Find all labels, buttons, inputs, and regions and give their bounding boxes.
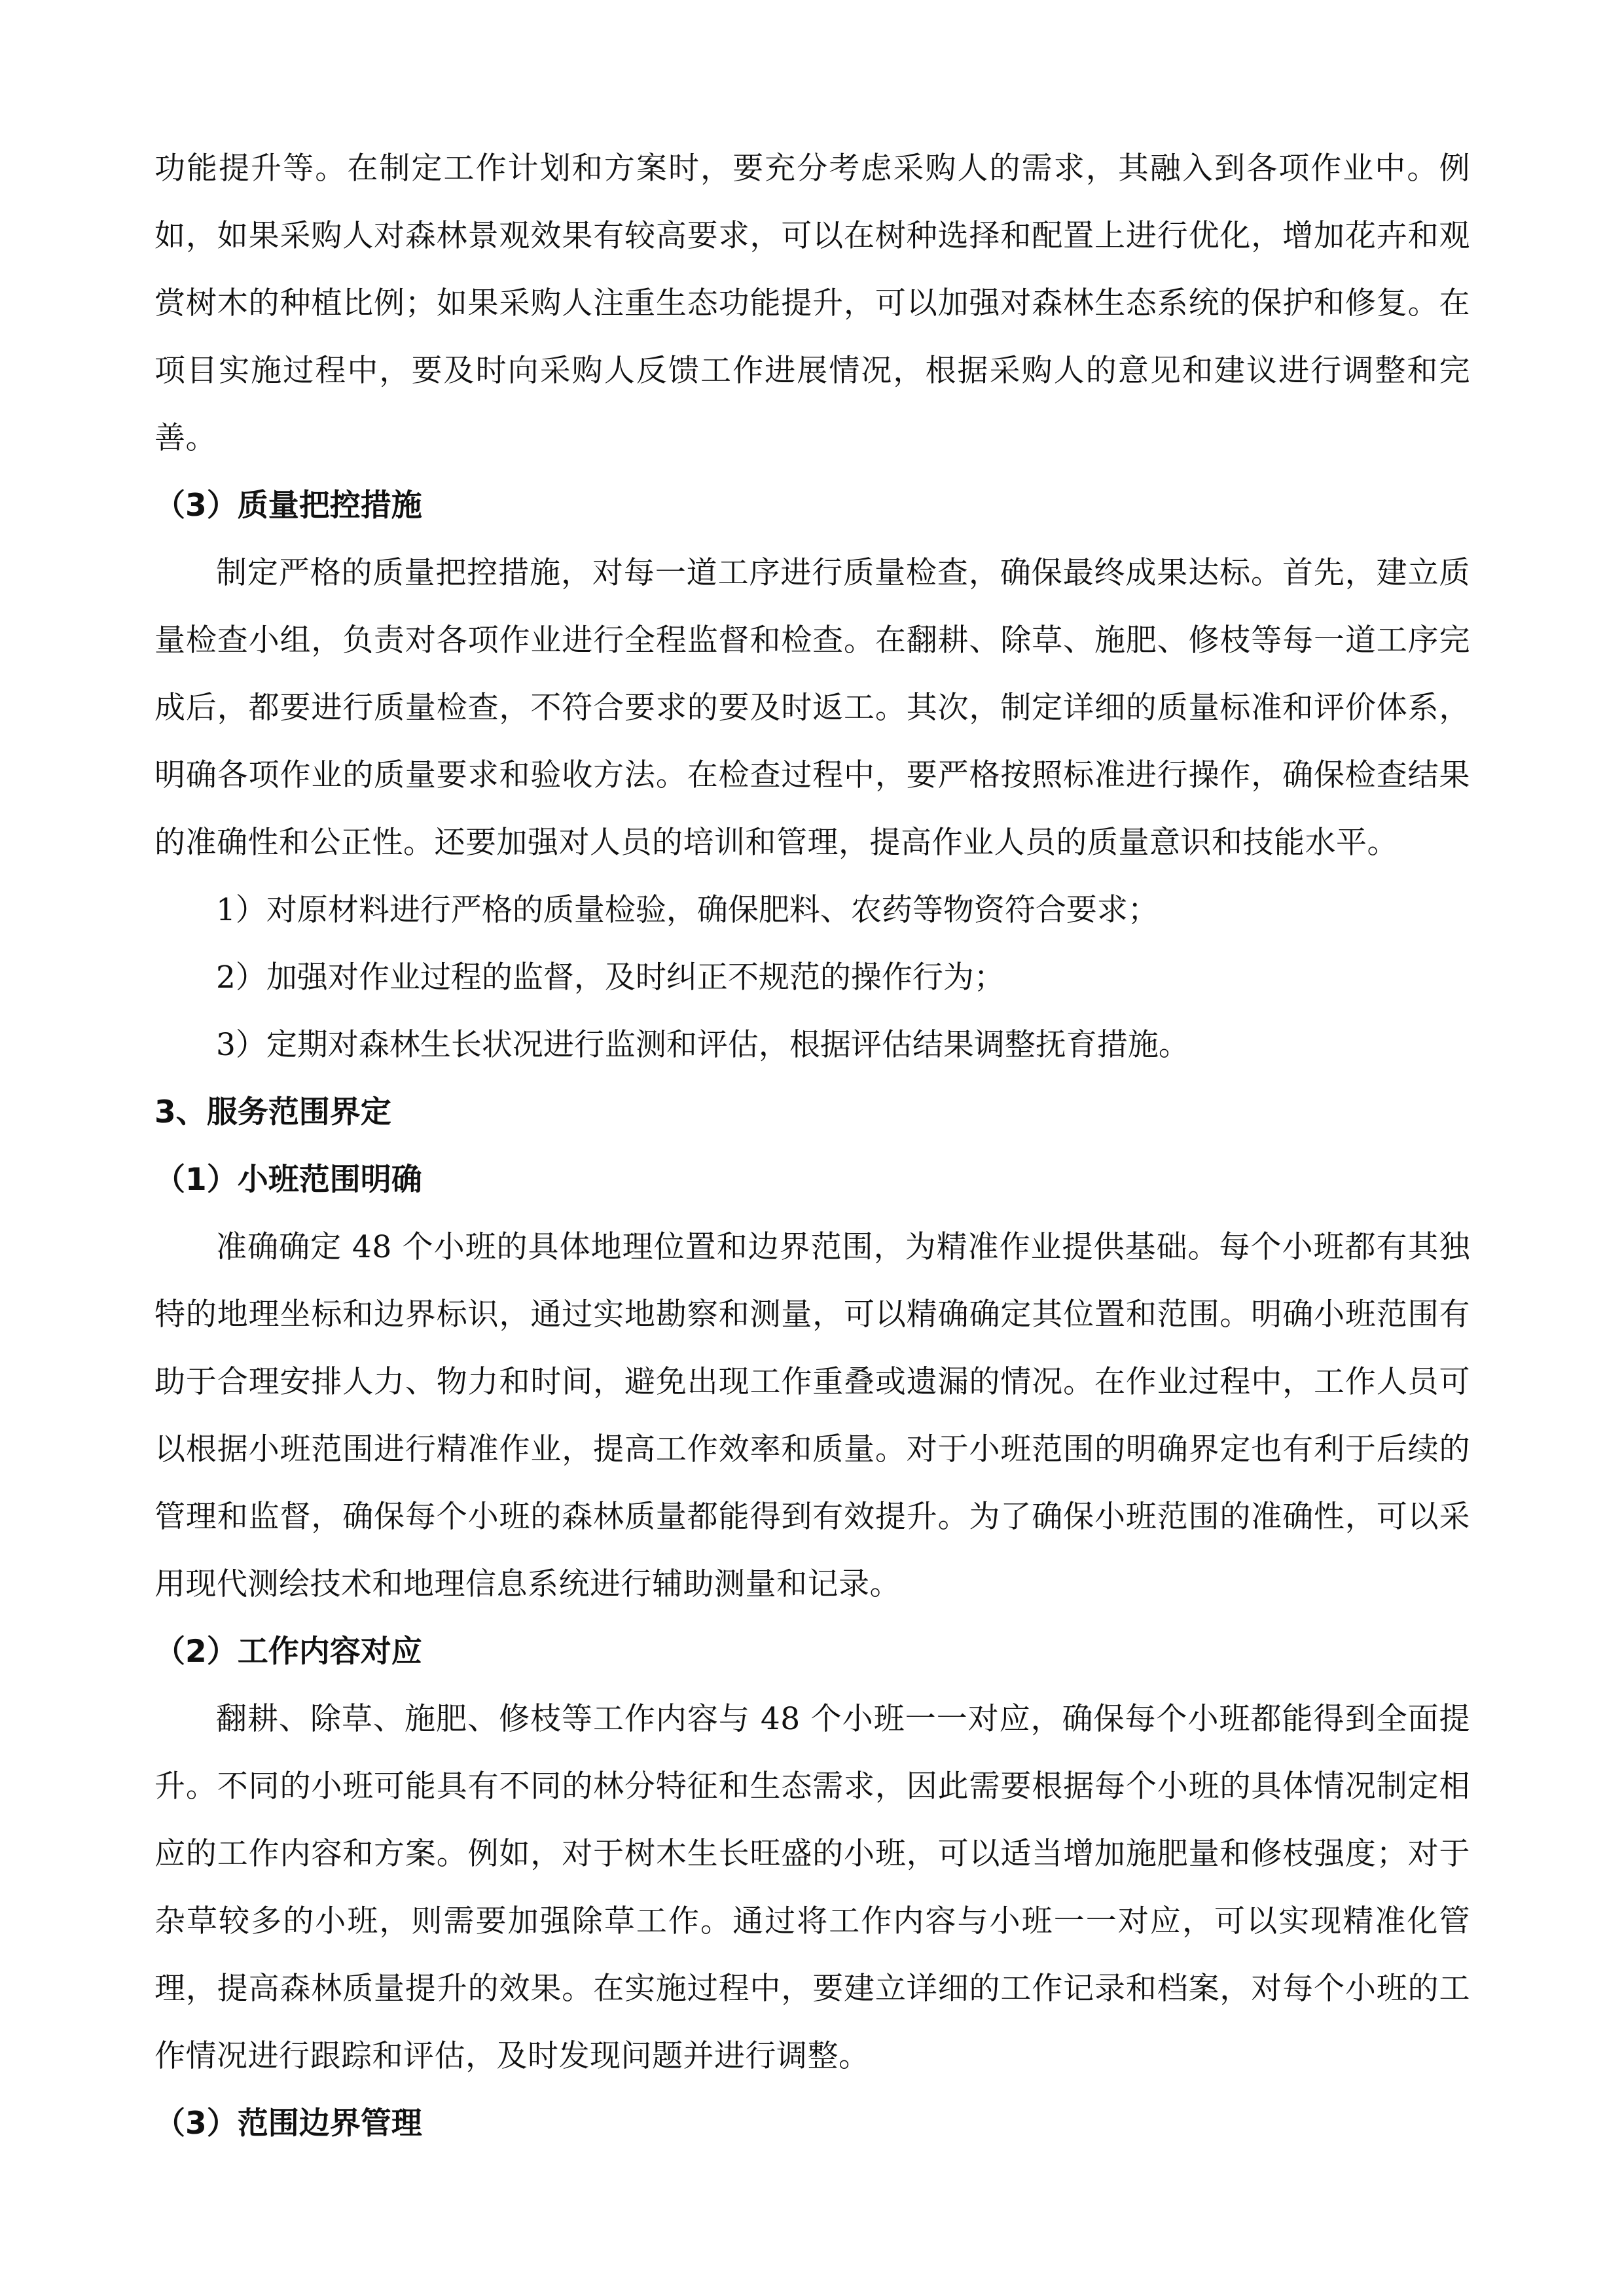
heading-service-scope: 3、服务范围界定 [154,1094,391,1130]
paragraph-requirements: 功能提升等。在制定工作计划和方案时，要充分考虑采购人的需求，其融入到各项作业中。例如，如果采购人对森林景观效果有较高要求，可以在树种选择和配置上进行优化，增加花卉和观赏树木的种植比例；如果采购人注重生态功能提升，可以加强对森林生态系统的保护和修复。在项目实施过程中，要及时向采购人反馈工作进展情况，根据采购人的意见和建议进行调整和完善。 [154,151,1470,456]
document-page [154,135,1470,2157]
list-item: 1）对原材料进行严格的质量检验，确保肥料、农药等物资符合要求； [216,892,1159,928]
paragraph-quality-control: 制定严格的质量把控措施，对每一道工序进行质量检查，确保最终成果达标。首先，建立质量检查小组，负责对各项作业进行全程监督和检查。在翻耕、除草、施肥、修枝等每一道工序完成后，都要进行质量检查，不符合要求的要及时返工。其次，制定详细的质量标准和评价体系，明确各项作业的质量要求和验收方法。在检查过程中，要严格按照标准进行操作，确保检查结果的准确性和公正性。还要加强对人员的培训和管理，提高作业人员的质量意识和技能水平。 [154,555,1470,861]
heading-quality-control: （3）质量把控措施 [154,488,422,524]
list-item: 3）定期对森林生长状况进行监测和评估，根据评估结果调整抚育措施。 [216,1027,1189,1063]
paragraph-work-content: 翻耕、除草、施肥、修枝等工作内容与 48 个小班一一对应，确保每个小班都能得到全面提升。不同的小班可能具有不同的林分特征和生态需求，因此需要根据每个小班的具体情况制定相应的工作内容和方案。例如，对于树木生长旺盛的小班，可以适当增加施肥量和修枝强度；对于杂草较多的小班，则需要加强除草工作。通过将工作内容与小班一一对应，可以实现精准化管理，提高森林质量提升的效果。在实施过程中，要建立详细的工作记录和档案，对每个小班的工作情况进行跟踪和评估，及时发现问题并进行调整。 [154,1701,1470,2074]
heading-boundary-management: （3）范围边界管理 [154,2106,422,2142]
list-item: 2）加强对作业过程的监督，及时纠正不规范的操作行为； [216,960,1005,996]
heading-work-content: （2）工作内容对应 [154,1634,422,1670]
heading-class-scope: （1）小班范围明确 [154,1162,422,1198]
paragraph-class-scope: 准确确定 48 个小班的具体地理位置和边界范围，为精准作业提供基础。每个小班都有其独特的地理坐标和边界标识，通过实地勘察和测量，可以精确确定其位置和范围。明确小班范围有助于合理安排人力、物力和时间，避免出现工作重叠或遗漏的情况。在作业过程中，工作人员可以根据小班范围进行精准作业，提高工作效率和质量。对于小班范围的明确界定也有利于后续的管理和监督，确保每个小班的森林质量都能得到有效提升。为了确保小班范围的准确性，可以采用现代测绘技术和地理信息系统进行辅助测量和记录。 [154,1229,1470,1602]
